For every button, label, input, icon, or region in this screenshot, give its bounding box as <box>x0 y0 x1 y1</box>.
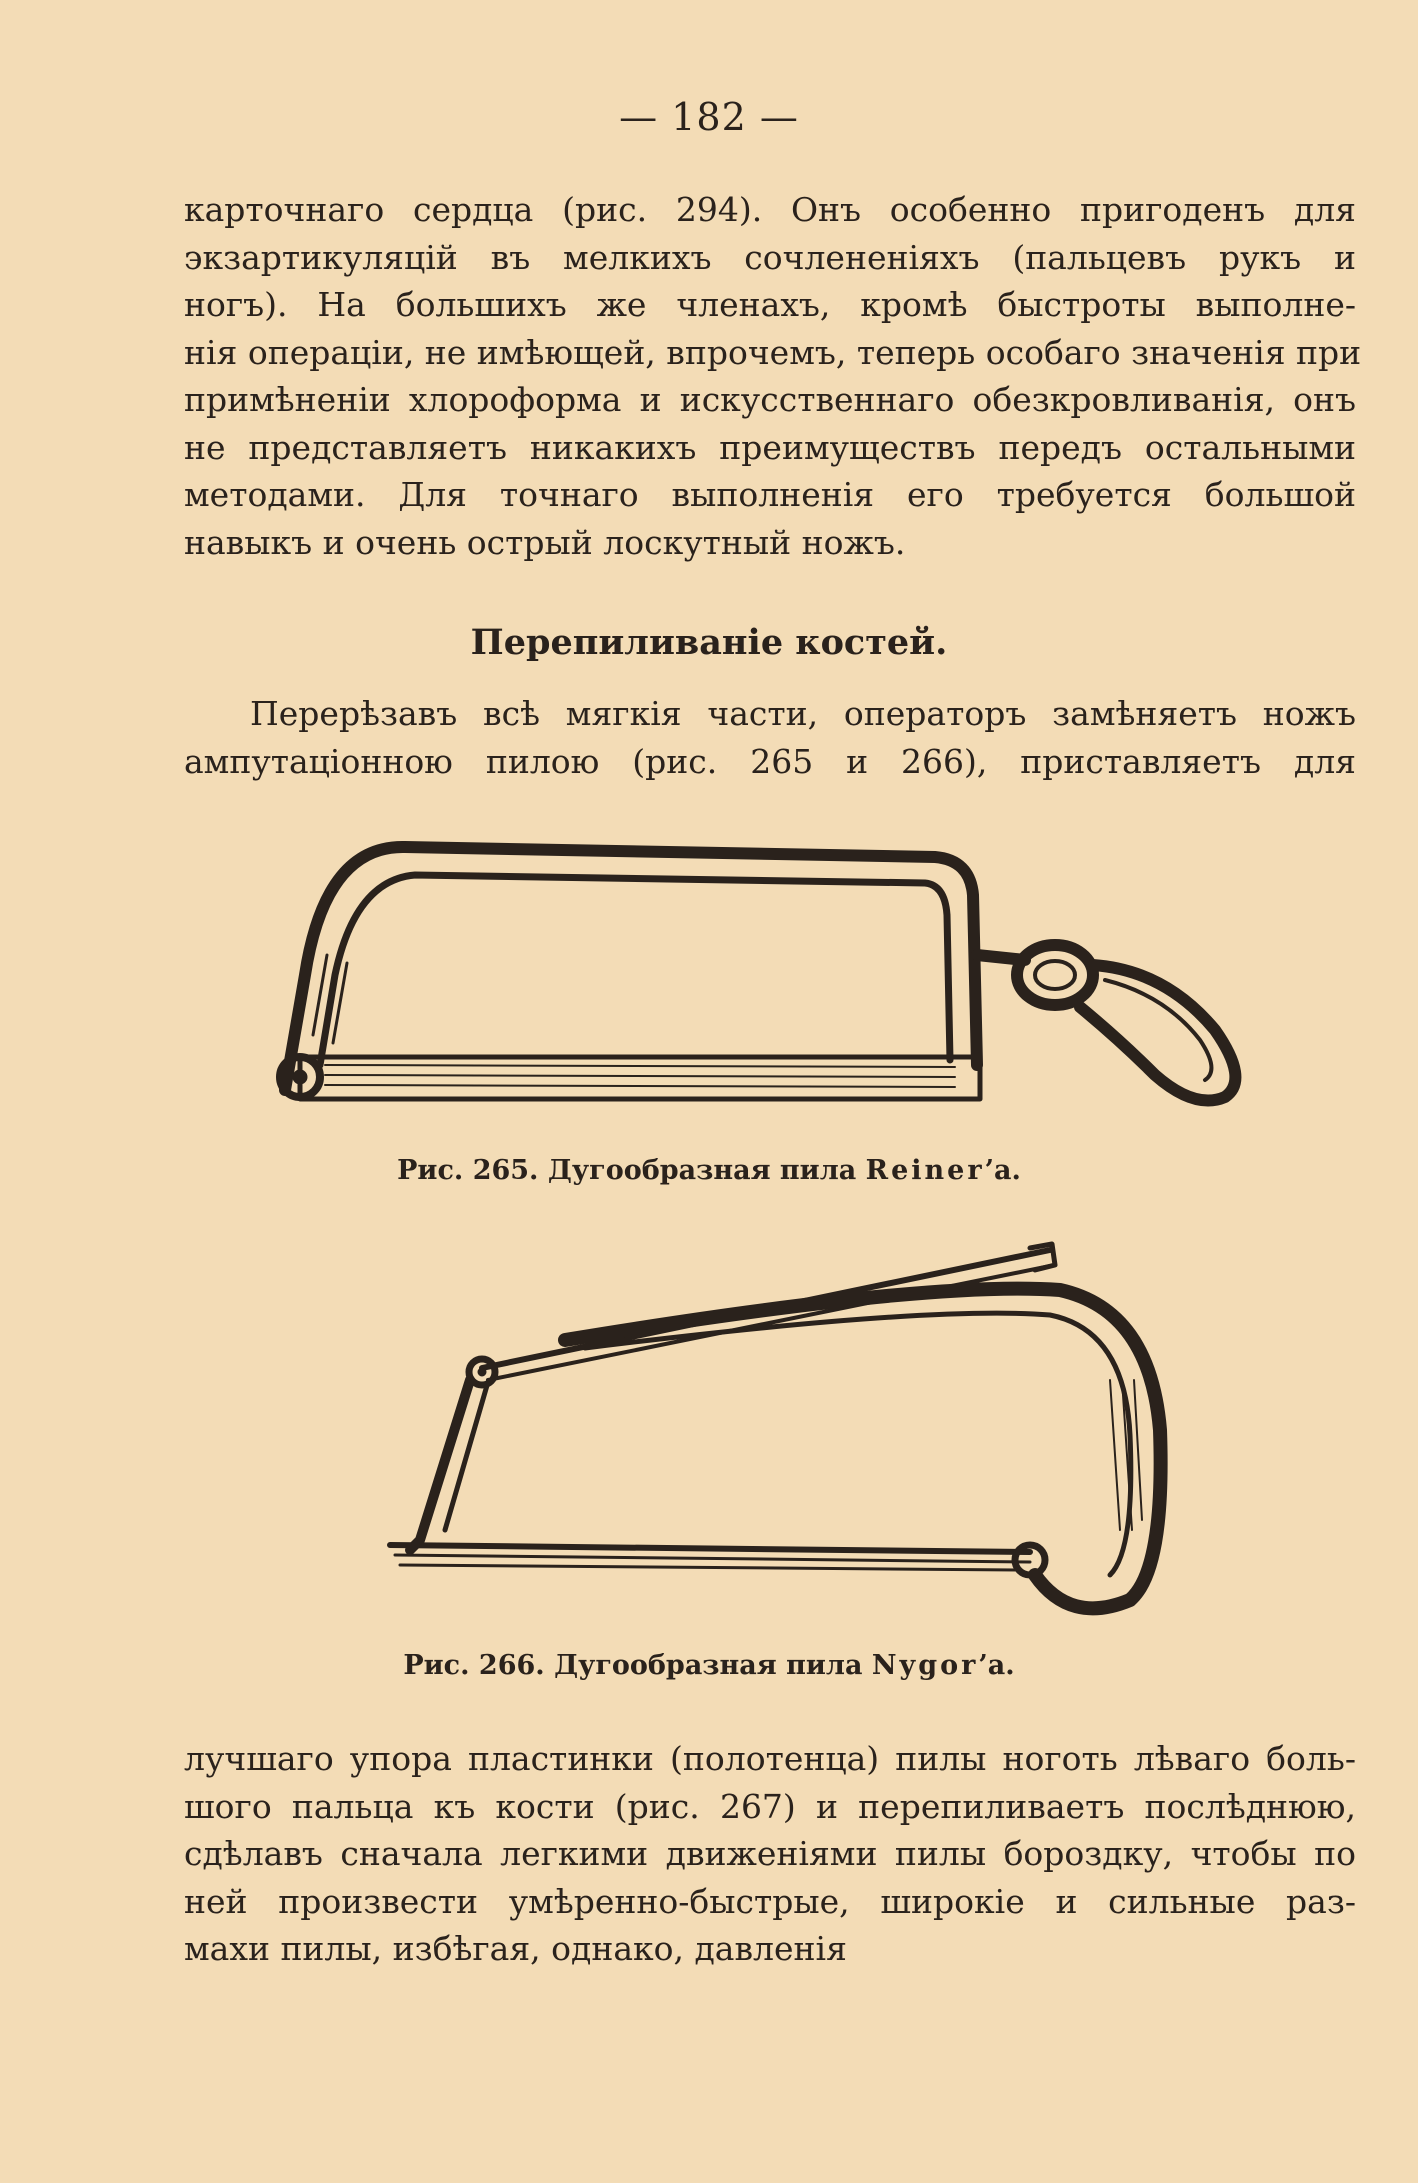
caption-text: Рис. 265. Дугообразная пила <box>397 1155 866 1186</box>
text-line: методами. Для точнаго выполненiя его требуется большой <box>184 475 1356 514</box>
section-heading: Перепиливанiе костей. <box>470 622 948 663</box>
caption-name: Reiner <box>865 1155 985 1186</box>
caption-text: Рис. 266. Дугообразная пила <box>403 1650 872 1681</box>
text-line: шого пальца къ кости (рис. 267) и перепиливаетъ послѣднюю, <box>184 1786 1356 1826</box>
text-line: примѣненiи хлороформа и искусственнаго обезкровливанiя, онъ <box>184 380 1356 419</box>
figure-caption-265 <box>0 1155 1418 1186</box>
paragraph-2 <box>184 690 1356 785</box>
paragraph-3 <box>184 1735 1356 1973</box>
saw-illustration-nygor <box>370 1230 1190 1620</box>
text-line: не представляетъ никакихъ преимуществъ передъ остальными <box>184 427 1356 467</box>
text-line: ней произвести умѣренно-быстрые, широкiе и сильные раз- <box>184 1881 1356 1921</box>
caption-suffix: ’а. <box>984 1155 1021 1186</box>
text-line: экзартикуляцiй въ мелкихъ сочлененiяхъ (пальцевъ рукъ и <box>184 237 1356 277</box>
text-line: ногъ). На большихъ же членахъ, кромѣ быстроты выполне- <box>184 285 1356 324</box>
text-line: ампутацiонною пилою (рис. 265 и 266), приставляетъ для <box>184 741 1356 781</box>
saw-illustration-reiner <box>265 835 1265 1115</box>
text-line: навыкъ и очень острый лоскутный ножъ. <box>184 522 906 562</box>
text-line: Перерѣзавъ всѣ мягкiя части, операторъ замѣняетъ ножъ <box>250 694 1356 733</box>
caption-name: Nygor <box>871 1650 979 1681</box>
text-line: махи пилы, избѣгая, однако, давленiя <box>184 1929 847 1968</box>
figure-caption-266 <box>0 1650 1418 1681</box>
text-line: карточнаго сердца (рис. 294). Онъ особенно пригоденъ для <box>184 190 1356 229</box>
text-line: сдѣлавъ сначала легкими движенiями пилы бороздку, чтобы по <box>184 1834 1356 1873</box>
page-number: — 182 — <box>619 95 799 139</box>
paragraph-1 <box>184 186 1362 566</box>
caption-suffix: ’а. <box>978 1650 1015 1681</box>
text-line: нiя операцiи, не имѣющей, впрочемъ, теперь особаго значенiя при <box>184 332 1362 372</box>
text-line: лучшаго упора пластинки (полотенца) пилы ноготь лѣваго боль- <box>184 1739 1356 1778</box>
